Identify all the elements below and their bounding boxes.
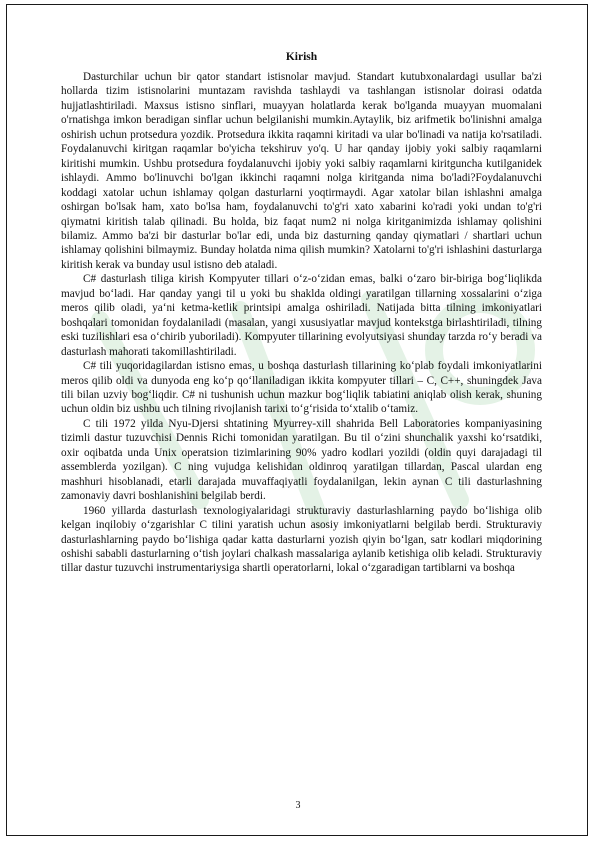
paragraph-c-history: C tili 1972 yilda Nyu-Djersi shtatining Myurrey-xill shahrida Bell Laboratories kompaniyasining tizimli dastur tuzuvchisi Dennis Richi tomonidan yaratilgan. Bu til o‘zini shunchalik yaxshi ko‘rsatdiki, oxir oqibatda unda Unix operatsion tizimlarining 90% yadro kodlari yozildi (oldin quyi darajadagi til assemblerda yozilgan). C ning vujudga kelishidan oldinroq yaratilgan tillardan, Pascal ulardan eng mashhuri hisoblanadi, etarli darajada muvaffaqiyatli foydalanilgan, lekin aynan C tili dasturlashning zamonaviy davri boshlanishini belgilab berdi. [61, 417, 542, 503]
paragraph-csharp-intro: C# dasturlash tiliga kirish Kompyuter tillari o‘z-o‘zidan emas, balki o‘zaro bir-biriga bog‘liqlikda mavjud bo‘ladi. Har qanday yangi til u yoki bu shaklda oldingi yaratilgan tillarning xossalarini o‘ziga meros qilib oladi, ya‘ni ketma-ketlik printsipi amalga oshiriladi. Natijada bitta tilning imkoniyatlari boshqalari tomonidan foydalaniladi (masalan, yangi xususiyatlar mavjud kontekstga birlashtiriladi, tilning eski tuzilishlari esa o‘chirib yuboriladi). Kompyuter tillarining evolyutsiyasi shunday tarzda ro‘y beradi va dasturlash mahorati takomillashtiriladi. [61, 273, 542, 358]
paragraph-structured-programming: 1960 yillarda dasturlash texnologiyalaridagi strukturaviy dasturlashlarning paydo bo‘lishiga olib kelgan inqilobiy o‘zgarishlar C tilini yaratish uchun asosiy imkoniyatlarni belgilab berdi. Strukturaviy dasturlashlarning paydo bo‘lishiga qadar katta dasturlarni yozish qiyin bo‘lgan, satr kodlari miqdorining oshishi sababli dasturlarning o‘tish joylari chalkash massalariga aylanib ketishiga olib keladi. Strukturaviy tillar dastur tuzuvchi instrumentariysiga shartli operatorlarni, lokal o‘zgaradigan tartiblarni va boshqa [61, 504, 542, 575]
document-title: Kirish [285, 51, 318, 63]
paragraph-intro: Dasturchilar uchun bir qator standart istisnolar mavjud. Standart kutubxonalardagi usullar ba'zi hollarda tizim istisnolarini muntazam ravishda tashlaydi va tashlangan istisnolar doirasi odatda hujjatlashtiriladi. Maxsus istisno sinflari, muayyan holatlarda kerak bo'lganda muayyan muomalani o'rnatishga imkon beradigan sinflar uchun belgilanishi mumkin.Aytaylik, biz arifmetik bo'linishni amalga oshirish uchun protsedura yozdik. Protsedura ikkita raqamni kiritadi va ular bo'linadi va natija ko'rsatiladi. Foydalanuvchi kiritgan raqamlar bo'yicha tekshiruv yo'q. U har qanday ijobiy yoki salbiy raqamlarni kiritishi mumkin. Ushbu protsedura foydalanuvchi ijobiy yoki salbiy raqamlarni kiritguncha kutilganidek ishlaydi. Ammo bo'linuvchi bo'lgan ikkinchi raqamni nolga kiritganda nima bo'ladi?Foydalanuvchi koddagi xatolar uchun ishlamay qolgan dasturlarni yoqtirmaydi. Agar xatolar bilan ishlashni amalga oshirgan bo'lsak ham, xato bo'lsa ham, foydalanuvchi to'g'ri xato xabarini ko'radi yoki undan to'g'ri qiymatni kiritish talab qilinadi. Bu holda, biz faqat num2 ni nolga kiritganimizda ishlamay qolishini bilamiz. Ammo ba'zi bir dasturlar bo'lar edi, unda biz dasturning qanday qiymatlari / shartlari uchun ishlamay qolishini bilmaymiz. Bunday holatda nima qilish mumkin? Xatolarni to'g'ri ishlashini dasturlarga kiritish kerak va bunday usul istisno deb ataladi. [61, 71, 542, 271]
page-number: 3 [295, 800, 301, 811]
document-body [61, 50, 542, 576]
paragraph-csharp-heritage: C# tili yuqoridagilardan istisno emas, u boshqa dasturlash tillarining ko‘plab foydali imkoniyatlarini meros qilib oldi va dunyoda eng ko‘p qo‘llaniladigan ikkita kompyuter tillari – C, C++, shuningdek Java tili bilan uzviy bog‘liqdir. C# ni tushunish uchun mazkur bog‘liqlik tabiatini aniqlab olish kerak, shuning uchun oldin biz ushbu uch tilning rivojlanish tarixi to‘g‘risida to‘xtalib o‘tamiz. [61, 360, 542, 416]
